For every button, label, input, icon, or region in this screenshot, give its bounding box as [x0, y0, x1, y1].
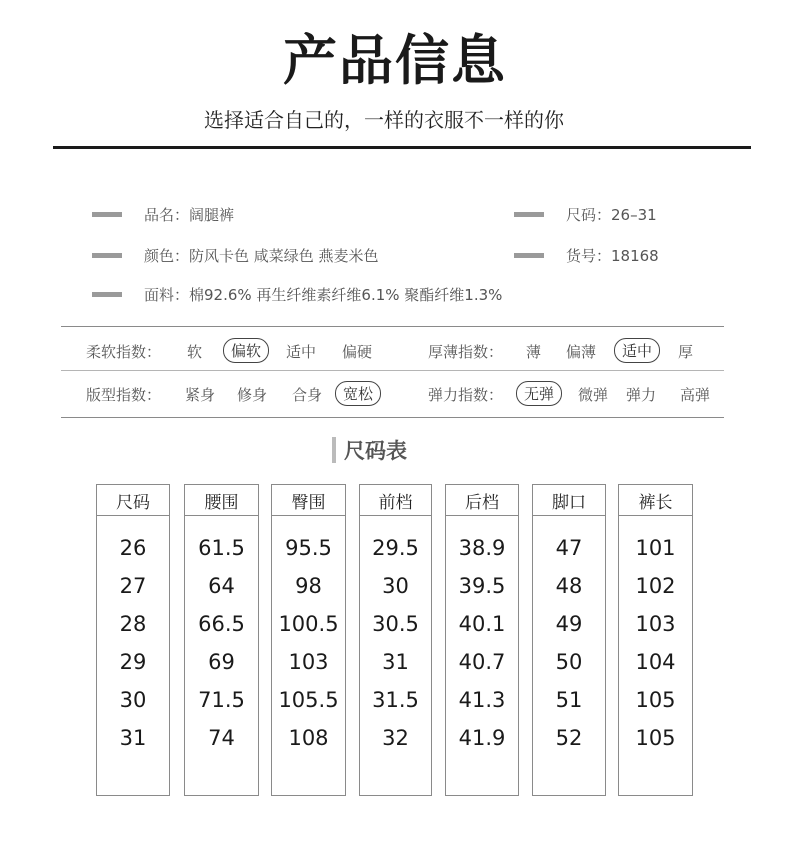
fit-option-selected: 宽松	[335, 381, 381, 406]
size-column	[359, 484, 432, 796]
table-cell: 47	[555, 536, 583, 560]
table-cell: 104	[635, 650, 676, 674]
indices-row-1	[0, 336, 790, 366]
column-cells	[185, 516, 258, 757]
page-title: 产品信息	[283, 29, 507, 92]
column-header: 脚口	[533, 485, 605, 516]
table-cell: 100.5	[278, 612, 339, 636]
softness-option: 适中	[286, 343, 317, 361]
column-header: 腰围	[185, 485, 258, 516]
size-chart-title	[332, 436, 407, 464]
column-header: 裤长	[619, 485, 692, 516]
title-tick-icon	[332, 437, 336, 463]
size-column	[184, 484, 259, 796]
indices-row-2	[0, 379, 790, 409]
column-cells	[533, 516, 605, 757]
info-name	[92, 202, 234, 226]
bullet-bar-icon	[514, 253, 544, 258]
table-cell: 38.9	[458, 536, 506, 560]
table-cell: 31	[119, 726, 147, 750]
elasticity-option: 高弹	[680, 386, 711, 404]
table-cell: 28	[119, 612, 147, 636]
table-cell: 108	[288, 726, 329, 750]
thickness-option: 薄	[526, 343, 542, 361]
fit-label: 版型指数：	[86, 386, 162, 404]
fit-option: 紧身	[185, 386, 216, 404]
fit-option: 修身	[237, 386, 268, 404]
elasticity-label: 弹力指数：	[428, 386, 504, 404]
table-cell: 30	[382, 574, 409, 598]
table-cell: 98	[295, 574, 322, 598]
table-cell: 74	[208, 726, 235, 750]
softness-option: 偏硬	[342, 343, 373, 361]
table-cell: 40.7	[458, 650, 506, 674]
table-cell: 48	[555, 574, 583, 598]
table-cell: 40.1	[458, 612, 506, 636]
table-cell: 103	[635, 612, 676, 636]
table-cell: 61.5	[198, 536, 245, 560]
table-cell: 30.5	[372, 612, 419, 636]
table-cell: 41.3	[458, 688, 506, 712]
softness-option: 软	[187, 343, 203, 361]
table-cell: 95.5	[285, 536, 332, 560]
bullet-bar-icon	[92, 212, 122, 217]
column-cells	[446, 516, 518, 757]
table-cell: 29	[119, 650, 147, 674]
info-size-text: 尺码：26–31	[566, 205, 657, 224]
size-column	[445, 484, 519, 796]
table-cell: 29.5	[372, 536, 419, 560]
indices-bottom-divider	[61, 417, 724, 418]
table-cell: 103	[288, 650, 329, 674]
table-cell: 27	[119, 574, 147, 598]
column-header: 后档	[446, 485, 518, 516]
indices-top-divider	[61, 326, 724, 327]
table-cell: 41.9	[458, 726, 506, 750]
table-cell: 30	[119, 688, 147, 712]
table-cell: 102	[635, 574, 676, 598]
table-cell: 105.5	[278, 688, 339, 712]
table-cell: 39.5	[458, 574, 506, 598]
thickness-option-selected: 适中	[614, 338, 660, 363]
column-header: 前档	[360, 485, 431, 516]
table-cell: 31.5	[372, 688, 419, 712]
size-column	[618, 484, 693, 796]
table-cell: 71.5	[198, 688, 245, 712]
column-cells	[272, 516, 345, 757]
table-cell: 66.5	[198, 612, 245, 636]
info-item-no-text: 货号：18168	[566, 246, 659, 265]
info-fabric-text: 面料：棉92.6% 再生纤维素纤维6.1% 聚酯纤维1.3%	[144, 285, 503, 304]
bullet-bar-icon	[92, 292, 122, 297]
elasticity-option: 弹力	[626, 386, 657, 404]
column-header: 臀围	[272, 485, 345, 516]
column-header: 尺码	[97, 485, 169, 516]
size-column	[271, 484, 346, 796]
title-divider	[53, 146, 751, 149]
bullet-bar-icon	[92, 253, 122, 258]
table-cell: 64	[208, 574, 235, 598]
info-item-no	[514, 243, 659, 267]
thickness-option: 偏薄	[566, 343, 597, 361]
column-cells	[97, 516, 169, 757]
info-size	[514, 202, 657, 226]
thickness-label: 厚薄指数：	[428, 343, 504, 361]
info-colors-text: 颜色：防风卡色 咸菜绿色 燕麦米色	[144, 246, 379, 265]
thickness-option: 厚	[678, 343, 694, 361]
fit-option: 合身	[292, 386, 323, 404]
table-cell: 31	[382, 650, 409, 674]
column-cells	[619, 516, 692, 757]
table-cell: 49	[555, 612, 583, 636]
table-cell: 50	[555, 650, 583, 674]
table-cell: 105	[635, 726, 676, 750]
table-cell: 69	[208, 650, 235, 674]
column-cells	[360, 516, 431, 757]
info-name-text: 品名：阔腿裤	[144, 205, 235, 224]
table-cell: 52	[555, 726, 583, 750]
indices-middle-divider	[61, 370, 724, 371]
elasticity-option-selected: 无弹	[516, 381, 562, 406]
size-column	[532, 484, 606, 796]
softness-label: 柔软指数：	[86, 343, 162, 361]
page-subtitle: 选择适合自己的，一样的衣服不一样的你	[204, 108, 564, 132]
table-cell: 101	[635, 536, 676, 560]
table-cell: 26	[119, 536, 147, 560]
size-column	[96, 484, 170, 796]
table-cell: 51	[555, 688, 583, 712]
table-cell: 105	[635, 688, 676, 712]
info-colors	[92, 243, 379, 267]
bullet-bar-icon	[514, 212, 544, 217]
table-cell: 32	[382, 726, 409, 750]
size-chart-title-text: 尺码表	[344, 439, 407, 463]
softness-option-selected: 偏软	[223, 338, 269, 363]
info-fabric	[92, 282, 502, 306]
elasticity-option: 微弹	[578, 386, 609, 404]
